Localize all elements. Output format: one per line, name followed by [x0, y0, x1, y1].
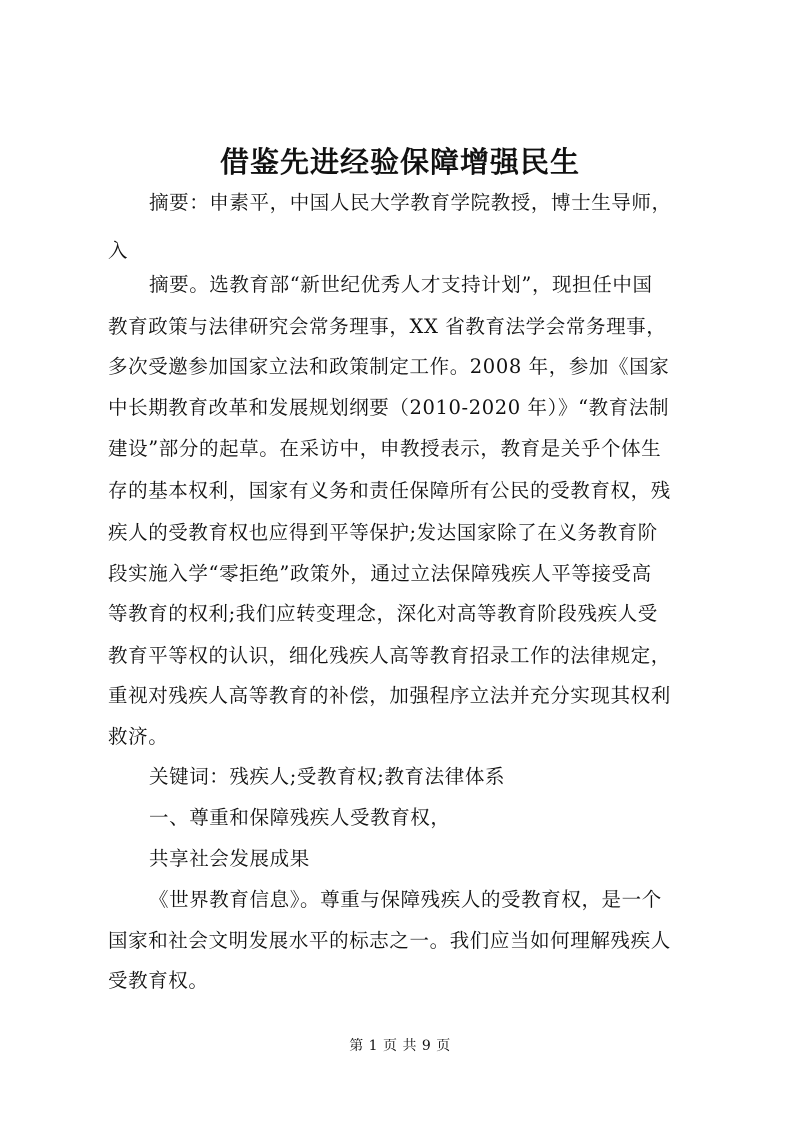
- body-line-12: 救济。: [108, 725, 169, 748]
- body-line-10: 教育平等权的认识，细化残疾人高等教育招录工作的法律规定，: [108, 644, 671, 667]
- body-line-1: 摘要。选教育部“新世纪优秀人才支持计划”，现担任中国: [149, 273, 653, 296]
- paragraph-line-3: 受教育权。: [108, 969, 209, 992]
- keywords-line: 关键词：残疾人;受教育权;教育法律体系: [149, 765, 506, 788]
- paragraph-line-2: 国家和社会文明发展水平的标志之一。我们应当如何理解残疾人: [108, 929, 671, 952]
- page-number-footer: 第 1 页 共 9 页: [349, 1038, 451, 1054]
- abstract-line-1: 摘要：申素平，中国人民大学教育学院教授，博士生导师，: [149, 191, 672, 214]
- body-line-11: 重视对残疾人高等教育的补偿，加强程序立法并充分实现其权利: [108, 684, 671, 707]
- paragraph-line-1: 《世界教育信息》。尊重与保障残疾人的受教育权，是一个: [149, 888, 662, 911]
- section-heading-2: 共享社会发展成果: [149, 847, 310, 870]
- body-line-5: 建设”部分的起草。在采访中，申教授表示，教育是关乎个体生: [108, 437, 662, 460]
- abstract-line-2: 入: [108, 239, 129, 262]
- document-title: 借鉴先进经验保障增强民生: [219, 145, 580, 179]
- section-heading-1: 一、尊重和保障残疾人受教育权，: [149, 806, 451, 829]
- body-line-4: 中长期教育改革和发展规划纲要（2010-2020 年）》“教育法制: [108, 396, 670, 419]
- body-line-3: 多次受邀参加国家立法和政策制定工作。2008 年，参加《国家: [108, 355, 670, 378]
- body-line-8: 段实施入学“零拒绝”政策外，通过立法保障残疾人平等接受高: [108, 562, 652, 585]
- body-line-6: 存的基本权利，国家有义务和责任保障所有公民的受教育权，残: [108, 479, 671, 502]
- body-line-2: 教育政策与法律研究会常务理事，XX 省教育法学会常务理事，: [108, 315, 667, 338]
- body-line-9: 等教育的权利;我们应转变理念，深化对高等教育阶段残疾人受: [108, 602, 658, 625]
- body-line-7: 疾人的受教育权也应得到平等保护;发达国家除了在义务教育阶: [108, 521, 658, 544]
